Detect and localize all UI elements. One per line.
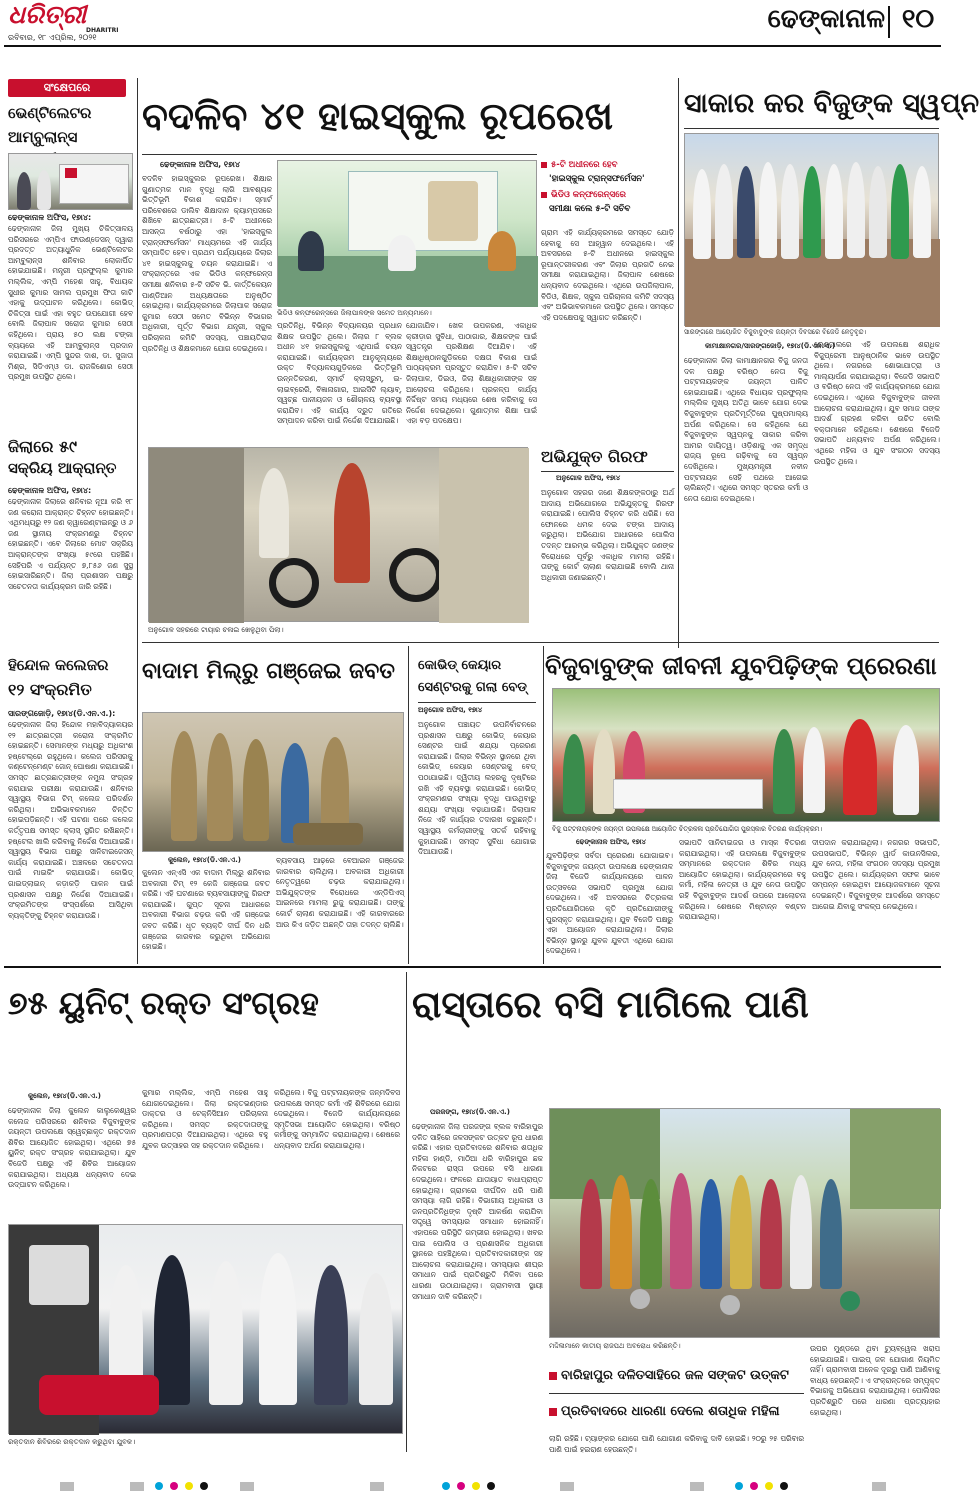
lead-deck <box>541 160 674 222</box>
print-dot-cyan-2 <box>442 1482 450 1490</box>
blood-dateline: କୁଲେନ, ୧୭ା୪(ଡି.ଏନ.ଏ.) <box>28 1092 101 1100</box>
biju-col-2: ସଭାପତି ସାନିଟାଇଜର ଓ ମାସ୍କ ବିତରଣ କରାଯାଇଥିଲା। ଏହି ଉପଲକ୍ଷେ ବିଜୁବାବୁଙ୍କ ସମ୍ମାନରେ ରକ୍ତଦାନ ଶିବିର ମଧ୍ୟ ଆୟୋଜିତ ହୋଇଥିଲା। କାର୍ଯ୍ୟକ୍ରମରେ ବହୁ କର୍ମୀ, ମହିଳା ନେତ୍ରୀ ଓ ଯୁବ ନେତା ଉପସ୍ଥିତ ରହି ବିଜୁବାବୁଙ୍କ ଆଦର୍ଶ ଉପରେ ଆଲୋଚନା କରିଥିଲେ। ଶେଷରେ ମିଷ୍ଟାନ୍ନ ବଣ୍ଟନ କରାଯାଇଥିଲା। <box>679 838 806 922</box>
print-dot-black-3 <box>780 1482 788 1490</box>
print-bar-3 <box>240 1482 254 1491</box>
lead-col-1: ବଦଳିବ ହାଇସ୍କୁଲର ରୂପରେଖ। ଶିକ୍ଷାର ଗୁଣାତ୍ମକ ମାନ ବୃଦ୍ଧି ଲାଗି ଆବଶ୍ୟକ ଭିତ୍ତିଭୂମି ବିକାଶ କରାଯିବ। ସ୍ମାର୍ଟ ପରିବେଶରେ ଡାଲିବ ଶିକ୍ଷାଦାନ କ୍ୟାମ୍ପସରେ ଶିଖିବେ ଛାତ୍ରଛାତ୍ରୀ। ୫-ଟି ଅଧୀନରେ ଆସନ୍ତା ବର୍ଷଠାରୁ ଏହା 'ହାଇସ୍କୁଲ ଟ୍ରାନ୍ସଫର୍ମେସନ' ମାଧ୍ୟମରେ ଏହି ଜାର୍ଯ୍ୟ ସମ୍ପାଦିତ ହେବ। ପ୍ରଥମ ପର୍ଯ୍ୟାୟରେ ଜିଲାର ୪୧ ହାଇସ୍କୁଲକୁ ଚୟନ କରାଯାଇଛି। ଏ ସଂକ୍ରାନ୍ତରେ ଏକ ଭିଡିଓ କନ୍‌ଫରେନ୍ସ ସମୀକ୍ଷା ଶନିବାର ୫-ଟି ସଚିବ ଭି. କାର୍ତ୍ତିକେୟନ ପାଣ୍ଡିଆନ ଅଧ୍ୟକ୍ଷତାରେ ଅନୁଷ୍ଠିତ ହୋଇଥିଲା। କାର୍ଯ୍ୟକ୍ରମରେ ଜିଲାପାଳ ସରୋଜ କୁମାର ସେଠୀ ସମେତ ବିଭିନ୍ନ ବିଭାଗର ଅଧିକାରୀ, ପୂର୍ତ୍ତ ବିଭାଗ ଯନ୍ତ୍ରୀ, ସ୍କୁଲ ପରିଚାଳନା କମିଟି ସଦସ୍ୟ, ପଞ୍ଚାୟତିରାଜ ପ୍ରତିନିଧି ଓ ଶିକ୍ଷକମାନେ ଯୋଗ ଦେଇଥିଲେ। <box>142 174 272 353</box>
water-deck-1-text: ବାରିହାପୁର ଦଳିତସାହିରେ ଜଳ ସଙ୍କଟ ଉତ୍କଟ <box>561 1368 789 1383</box>
lead-headline-rule <box>142 154 537 155</box>
covid-rule <box>418 702 536 703</box>
print-dot-cyan <box>155 1482 163 1490</box>
ganja-body-2: ବ୍ୟବସାୟ ଆଢ଼ରେ ବେଆଇନ ଗଞ୍ଜେଇ କାରବାର ଚାଲିଥିଲା। ଅବକାରୀ ଅଧିକାରୀ ନେତୃତ୍ୱରେ ଚଢ଼ଉ କରାଯାଇଥିଲା। ଅଭିଯୁକ୍ତଙ୍କ ବିରୋଧରେ ଏନ୍‌ଡିପିଏସ୍ ଆଇନରେ ମାମଲା ରୁଜୁ କରାଯାଇଛି। ତାଙ୍କୁ କୋର୍ଟ ଚାଲାଣ କରାଯାଇଛି। ଏହି କାରବାରରେ ଆଉ କିଏ ଜଡ଼ିତ ଅଛନ୍ତି ତାହା ତଦନ୍ତ ଚାଲିଛି। <box>276 856 404 929</box>
lead-photo <box>277 160 537 306</box>
right-top-body-1: ଢେଙ୍କାନାଳ ଜିଲା କାମାକ୍ଷାନଗର ବିଜୁ ଜନତା ଦଳ ପକ୍ଷରୁ ବରିଷ୍ଠ ନେତା ବିଜୁ ପଟ୍ଟନାୟକଙ୍କ ଜୟନ୍ତୀ ପାଳିତ ହୋଇଯାଇଛି। ଏଥିରେ ବିଧାୟକ ପ୍ରଫୁଲ୍ଲ ମଲ୍ଲିକ ମୁଖ୍ୟ ଅତିଥି ଭାବେ ଯୋଗ ଦେଇ ବିଜୁବାବୁଙ୍କ ପ୍ରତିମୂର୍ତ୍ତିରେ ପୁଷ୍ପମାଲ୍ୟ ଅର୍ପଣ କରିଥିଲେ। ସେ କହିଥିଲେ ଯେ ବିଜୁବାବୁଙ୍କ ସ୍ୱପ୍ନକୁ ସାକାର କରିବା ଆମର ଦାୟିତ୍ୱ। ଓଡ଼ିଶାକୁ ଏକ ସମୃଦ୍ଧ ରାଜ୍ୟ ରୂପେ ଗଢ଼ିବାକୁ ସେ ସ୍ୱପ୍ନ ଦେଖିଥିଲେ। ମୁଖ୍ୟମନ୍ତ୍ରୀ ନବୀନ ପଟ୍ଟନାୟକ ସେହି ପଥରେ ଆଗେଇ ଚାଲିଛନ୍ତି। ଏଥିରେ ସମସ୍ତ ସ୍ତରର କର୍ମୀ ଓ ନେତା ଯୋଗ ଦେଇଥିଲେ। <box>684 356 808 503</box>
print-bar-7 <box>872 1482 886 1491</box>
lead-col-4: ଗ୍ରାମ ଏହି କାର୍ଯ୍ୟକ୍ରମରେ ସମସ୍ତେ ଯୋଡ଼ି ହେବାକୁ ସେ ଆହ୍ୱାନ ଦେଇଥିଲେ। ଏହି ଅବସରରେ ୫-ଟି ଅଧୀନରେ ହାଇସ୍କୁଲ ରୂପାନ୍ତରୀକରଣ ଏବଂ ଜିଲାର ପ୍ରଗତି ନେଇ ସମୀକ୍ଷା କରାଯାଇଥିଲା। ଜିଲାପାଳ ଶେଷରେ ଧନ୍ୟବାଦ ଦେଇଥିଲେ। ଏଥିରେ ଉପଜିଲାପାଳ, ବିଡିଓ, ଶିକ୍ଷକ, ସ୍କୁଲ ପରିଚାଳନା କମିଟି ସଦସ୍ୟ ଏବଂ ଅଭିଭାବକମାନେ ଉପସ୍ଥିତ ଥିଲେ। ସମସ୍ତେ ଏହି ପଦକ୍ଷେପକୁ ସ୍ୱାଗତ କରିଛନ୍ତି। <box>541 228 674 322</box>
arrest-dateline: ଅନୁଗୋଳ ଅଫିସ, ୧୭ା୪ <box>556 474 621 482</box>
print-bar-5 <box>560 1482 574 1491</box>
blood-headline: ୭୫ ୟୁନିଟ୍ ରକ୍ତ ସଂଗ୍ରହ <box>8 984 319 1022</box>
brief-column-rule <box>137 78 138 964</box>
covid-dateline: ଅନୁଗୋଳ ଅଫିସ, ୧୭ା୪ <box>418 706 483 714</box>
brief-2-headline-2: ସକ୍ରିୟ ଆକ୍ରାନ୍ତ <box>8 459 117 477</box>
blood-right-rule <box>406 972 407 1452</box>
biju-left-rule <box>543 646 544 964</box>
print-bar-2 <box>130 1482 144 1491</box>
lead-deck-1 <box>541 160 674 172</box>
masthead-rule <box>4 45 941 47</box>
brief-1-body: ଢେଙ୍କାନାଳ ଜିଲା ମୁଖ୍ୟ ଚିକିତ୍ସାଳୟ ପରିସରରେ ଏମ୍‌ପିଏ ଫାଉଣ୍ଡେସନ୍ ଦ୍ୱାରା ପ୍ରଦତ୍ତ ଅତ୍ୟାଧୁନିକ ଭେଣ୍ଟିଲେଟର ଆମ୍ବୁଲାନ୍ସ ଶନିବାର ଲୋକାର୍ପିତ ହୋଇଯାଇଛି। ମନ୍ତ୍ରୀ ପ୍ରଫୁଲ୍ଲ କୁମାର ମଲ୍ଲିକ, ଏମ୍‌ପି ମହେଶ ସାହୁ, ବିଧାୟକ ସୁଧୀର କୁମାର ସାମଲ ପ୍ରମୁଖ ଫିତା କାଟି ଏହାକୁ ଉଦ୍‌ଘାଟନ କରିଥିଲେ। କୋଭିଡ୍ ଚିକିତ୍ସା ପାଇଁ ଏହା ବହୁତ ଉପଯୋଗୀ ହେବ ବୋଲି ଜିଲାପାଳ ସରୋଜ କୁମାର ସେଠୀ କହିଥିଲେ। ପ୍ରାୟ ୫୦ ଲକ୍ଷ ଟଙ୍କା ବ୍ୟୟରେ ଏହି ଆମ୍ବୁଲାନ୍ସ ପ୍ରଦାନ କରାଯାଇଛି। ଏମ୍‌ପି ସୁନ୍ଦର ଦାଶ, ଡା. ସୁଜାତା ମିଶ୍ର, ସିଡିଏମ୍‌ଓ ଡା. ରାଜକିଶୋର ସେଠୀ ପ୍ରମୁଖ ଉପସ୍ଥିତ ଥିଲେ। <box>8 224 133 382</box>
water-deck-2-text: ପ୍ରତିବାଦରେ ଧାରଣା ଦେଲେ ଶତାଧିକ ମହିଳା <box>561 1404 780 1419</box>
ganja-body-1: କୁଲେନ ଏନ୍‌ଏସି ଏକ ବାଦାମ ମିଲ୍‌ରୁ ଶନିବାର ଅବକାରୀ ଟିମ୍ ୧୨ କେଜି ଗଞ୍ଜେଇ ଜବତ କରିଛି। ଏହି ଘଟଣାରେ ବ୍ୟବସାୟୀଙ୍କୁ ଗିରଫ କରାଯାଇଛି। ଗୁପ୍ତ ସୂଚନା ଆଧାରରେ ଅବକାରୀ ବିଭାଗ ଚଢ଼ଉ କରି ଏହି ଗଞ୍ଜେଇ ଜବତ କରିଛି। ଧୃତ ବ୍ୟକ୍ତି ଦୀର୍ଘ ଦିନ ଧରି ଗଞ୍ଜେଇ କାରବାର କରୁଥିବା ଅଭିଯୋଗ ହୋଇଛି। <box>142 868 270 952</box>
blood-col-3: କରିଥିଲେ। ବିଜୁ ପଟ୍ଟନାୟକଙ୍କ ଜନ୍ମଦିବସ ଉପଲକ୍ଷେ ସମସ୍ତ କର୍ମୀ ଏହି ଶିବିରରେ ଯୋଗ ଦେଇଥିଲେ। ବିଜେଡି କାର୍ଯ୍ୟାଳୟରେ ସ୍ମୃତିସଭା ଆୟୋଜିତ ହୋଇଥିଲା। ବରିଷ୍ଠ କର୍ମୀଙ୍କୁ ସମ୍ମାନିତ କରାଯାଇଥିଲା। ଶେଷରେ ଧନ୍ୟବାଦ ଅର୍ପଣ କରାଯାଇଥିଲା। <box>274 1088 400 1150</box>
lead-col-2: ପ୍ରତିନିଧି, ବିଭିନ୍ନ ବିଦ୍ୟାଳୟର ପ୍ରଧାନ ଶିକ୍ଷକ ଉପସ୍ଥିତ ଥିଲେ। ଜିଲାର ୮ ବ୍ଲକ ଅଧୀନ ୪୧ ହାଇସ୍କୁଲକୁ ଏଥିପାଇଁ ଚୟନ କରାଯାଇଛି। କାର୍ଯ୍ୟକ୍ରମ ଆନୁକୂଲ୍ୟରେ ଉକ୍ତ ବିଦ୍ୟାଳୟଗୁଡ଼ିକରେ ଭିତ୍ତିଭୂମି ଉନ୍ନତିକରଣ, ସ୍ମାର୍ଟ କ୍ଲାସ୍‌ରୁମ୍, ଇ-ଲାଇବ୍ରେରି, ବିଜ୍ଞାନାଗାର, ଆଇସିଟି ଲ୍ୟାବ୍, ସ୍ୱଚ୍ଛ ପାନୀୟଜଳ ଓ ଶୌଚାଳୟ ବ୍ୟବସ୍ଥା କରାଯିବ। ଏହି କାର୍ଯ୍ୟ ଦ୍ରୁତ ଗତିରେ ସମ୍ପାଦନ କରିବା ପାଇଁ ନିର୍ଦ୍ଦେଶ ଦିଆଯାଇଛି। <box>277 321 402 426</box>
blood-col-2: କୁମାର ମଲ୍ଲିକ, ଏମ୍‌ପି ମହେଶ ସାହୁ ଯୋଗଦେଇଥିଲେ। ଜିଲା ରକ୍ତଭଣ୍ଡାର ଡାକ୍ତର ଓ ଟେକ୍ନିସିଆନ ପରିଚାଳନା କରିଥିଲେ। ସମସ୍ତ ରକ୍ତଦାତାଙ୍କୁ ପ୍ରମାଣପତ୍ର ଦିଆଯାଇଥିଲା। ଏଥିରେ ବହୁ ଯୁବକ ଉତ୍ସାହର ସହ ରକ୍ତଦାନ କରିଥିଲେ। <box>142 1088 268 1150</box>
covid-headline-1: କୋଭିଡ୍ କେୟାର <box>418 658 502 673</box>
brief-3-headline-1: ହିନ୍ଦୋଳ କଲେଜର <box>8 656 109 674</box>
water-dateline: ପରଜଙ୍ଗ, ୧୭ା୪(ଡି.ଏନ.ଏ.) <box>430 1108 510 1116</box>
biju-col-3: ଦୀପଦାନ କରାଯାଇଥିଲା। ନଗରର ସଭାପତି, ଉପସଭାପତି, ବିଭିନ୍ନ ୱାର୍ଡ କାଉନସିଲର, ଯୁବ ନେତା, ମହିଳା ସଂଗଠନ ସଦସ୍ୟା ପ୍ରମୁଖ ଉପସ୍ଥିତ ଥିଲେ। କାର୍ଯ୍ୟକ୍ରମ ସଫଳ ଭାବେ ସମ୍ପନ୍ନ ହୋଇଥିବା ଆୟୋଜକମାନେ ସୂଚନା ଦେଇଛନ୍ତି। ବିଜୁବାବୁଙ୍କ ଆଦର୍ଶରେ ସମସ୍ତେ ଆଗେଇ ଯିବାକୁ ସଂକଳ୍ପ ନେଇଥିଲେ। <box>812 838 940 911</box>
covid-body: ଅନୁଗୋଳ ପଞ୍ଚାୟତ ଉପନିର୍ବାଚନରେ ପ୍ରଶାସନ ପକ୍ଷରୁ କୋଭିଡ୍ କେୟାର ସେଣ୍ଟର ପାଇଁ ଶଯ୍ୟା ପ୍ରେରଣ କରାଯାଇଛି। ଜିଲାର ବିଭିନ୍ନ ସ୍ଥାନରେ ଥିବା କୋଭିଡ୍ କେୟାର ସେଣ୍ଟରକୁ ବେଡ୍ ପଠାଯାଇଛି। ଦ୍ୱିତୀୟ ଲହରକୁ ଦୃଷ୍ଟିରେ ରଖି ଏହି ବ୍ୟବସ୍ଥା କରାଯାଇଛି। କୋଭିଡ୍ ସଂକ୍ରମଣର ସଂଖ୍ୟା ବୃଦ୍ଧି ପାଉଥିବାରୁ ଶଯ୍ୟା ସଂଖ୍ୟା ବଢ଼ାଯାଉଛି। ଜିଲାପାଳ ନିଜେ ଏହି କାର୍ଯ୍ୟର ତଦାରଖ କରୁଛନ୍ତି। ସ୍ୱାସ୍ଥ୍ୟ କର୍ମଚାରୀଙ୍କୁ ସତର୍କ ରହିବାକୁ କୁହାଯାଇଛି। ସମସ୍ତ ସୁବିଧା ଯୋଗାଇ ଦିଆଯାଉଛି। <box>418 720 536 857</box>
lead-col-3: ଯୋଜାଯିବ। ଖେଳ ଉପକରଣ, ଏକାଧିକ କ୍ରୀଡ଼ାର ସୁବିଧା, ପାଠାଗାର, ଶିକ୍ଷକଙ୍କ ପାଇଁ ସ୍ୱତନ୍ତ୍ର ପ୍ରଶିକ୍ଷଣ ଦିଆଯିବ। ଏହି ଶିକ୍ଷାଧିଷ୍ଠାନଗୁଡ଼ିକରେ ଦକ୍ଷତା ବିକାଶ ପାଇଁ ପାଠ୍ୟକ୍ରମ ପ୍ରସ୍ତୁତ କରାଯିବ। ୫-ଟି ସଚିବ ଜିଲାପାଳ, ଡିଇଓ, ଜିଲା ଶିକ୍ଷାଧିକାରୀଙ୍କ ସହ ଆଲୋଚନା କରିଥିଲେ। ପ୍ରକଳ୍ପ କାର୍ଯ୍ୟ ନିର୍ଦ୍ଦିଷ୍ଟ ସମୟ ମଧ୍ୟରେ ଶେଷ କରିବାକୁ ସେ ନିର୍ଦ୍ଦେଶ ଦେଇଥିଲେ। ଗୁଣାତ୍ମକ ଶିକ୍ଷା ପାଇଁ ଏହା ବଡ଼ ପଦକ୍ଷେପ। <box>406 321 537 426</box>
print-dot-yellow <box>185 1482 193 1490</box>
right-top-photo <box>684 133 939 326</box>
ganja-photo-caption: କୁଲେନ, ୧୭ା୪(ଡି.ଏନ.ଏ.) <box>168 856 241 864</box>
biju-photo <box>552 688 940 822</box>
right-top-photo-caption: ସାରଙ୍ଗରେ ଆୟୋଜିତ ବିଜୁବାବୁଙ୍କ ଜୟନ୍ତୀ ଦିବସରେ ବିଜେଡି ନେତୃବୃନ୍ଦ। <box>684 328 867 336</box>
biju-photo-caption: ବିଜୁ ପଟ୍ଟନାୟକଙ୍କ ଜୟନ୍ତୀ ଉପଲକ୍ଷେ ଆୟୋଜିତ ଚିତ୍ରକଳା ପ୍ରତିଯୋଗିତା ପୁରସ୍କାର ବିତରଣ କାର୍ଯ୍ୟକ୍ରମ। <box>552 825 823 833</box>
water-deck <box>549 1360 804 1440</box>
water-photo <box>549 1108 940 1338</box>
water-col-2: ଉପର ମୁଣ୍ଡରେ ଥିବା ଟ୍ୟୁବ୍‌ୱେଲ ଖରାପ ହୋଇଯାଇଛି। ପାଇପ୍ ଜଳ ଯୋଗାଣ ନିୟମିତ ନାହିଁ। ଗ୍ରାମବାସୀ ଅନେକ ଦୂରରୁ ପାଣି ଆଣିବାକୁ ବାଧ୍ୟ ହେଉଛନ୍ତି। ଏ ସଂକ୍ରାନ୍ତରେ ସମ୍ପୃକ୍ତ ବିଭାଗକୁ ଅଭିଯୋଗ କରାଯାଇଥିଲା। ପୋଲିସର ପ୍ରତିଶ୍ରୁତି ପରେ ଧାରଣା ପ୍ରତ୍ୟାହାର ହୋଇଥିଲା। <box>810 1344 940 1417</box>
lead-deck-1b: 'ହାଇସ୍କୁଲ ଟ୍ରାନ୍ସଫର୍ମେସନ' <box>549 174 645 184</box>
print-dot-yellow-3 <box>765 1482 773 1490</box>
lead-right-rule <box>678 78 679 648</box>
lead-headline: ବଦଳିବ ୪୧ ହାଇସ୍କୁଲ ରୂପରେଖ <box>142 94 614 138</box>
water-col-3: ଲାଗି ରହିଛି। ଟ୍ୟାଙ୍କର ଯୋଗେ ପାଣି ଯୋଗାଣ କରିବାକୁ ଦାବି ହୋଇଛି। ୨୦ରୁ ୨୫ ପରିବାର ପାଣି ପାଇଁ ହଇରାଣ ହେଉଛନ୍ତି। <box>549 1434 804 1454</box>
street-photo <box>148 447 528 622</box>
brief-3-headline-2: ୧୨ ସଂକ୍ରମିତ <box>8 680 92 699</box>
brief-3-body: ଢେଙ୍କାନାଳ ଜିଲା ହିନ୍ଦୋଳ ମହାବିଦ୍ୟାଳୟର ୧୨ ଛାତ୍ରଛାତ୍ରୀ କରୋନା ସଂକ୍ରମିତ ହୋଇଛନ୍ତି। ସେମାନଙ୍କ ମଧ୍ୟରୁ ଅଧିକାଂଶ ହଷ୍ଟେଲ୍‌ରେ ରହୁଥିଲେ। କଲେଜ ପରିସରକୁ କଣ୍ଟେନ୍‌ମେଣ୍ଟ ଜୋନ୍ ଘୋଷଣା କରାଯାଇଛି। ସମସ୍ତ ଛାତ୍ରଛାତ୍ରୀଙ୍କ ନମୁନା ସଂଗ୍ରହ କରାଯାଇ ପରୀକ୍ଷା କରାଯାଉଛି। ଶନିବାର ସ୍ୱାସ୍ଥ୍ୟ ବିଭାଗ ଟିମ୍ କଲେଜ ପରିଦର୍ଶନ କରିଥିଲା। ଅଭିଭାବକମାନେ ଚିନ୍ତିତ ହୋଇପଡ଼ିଛନ୍ତି। ଏହି ଘଟଣା ପରେ କଲେଜ କର୍ତ୍ତୃପକ୍ଷ ସମସ୍ତ କ୍ଲାସ୍ ସ୍ଥଗିତ ରଖିଛନ୍ତି। ହଷ୍ଟେଲ ଖାଲି କରିବାକୁ ନିର୍ଦ୍ଦେଶ ଦିଆଯାଇଛି। ସ୍ୱାସ୍ଥ୍ୟ ବିଭାଗ ପକ୍ଷରୁ ସାନିଟାଇଜେସନ୍ କାର୍ଯ୍ୟ କରାଯାଇଛି। ଅଞ୍ଚଳରେ ସଚେତନତା ପାଇଁ ମାଇକିଂ କରାଯାଉଛି। କୋଭିଡ୍ ଗାଇଡ୍‌ଲାଇନ୍ କଡ଼ାକଡ଼ି ପାଳନ ପାଇଁ ପ୍ରଶାସନ ପକ୍ଷରୁ ନିର୍ଦ୍ଦେଶ ଦିଆଯାଇଛି। ସଂକ୍ରମିତଙ୍କ ସଂସ୍ପର୍ଶରେ ଆସିଥିବା ବ୍ୟକ୍ତିଙ୍କୁ ଚିହ୍ନଟ କରାଯାଉଛି। <box>8 720 133 920</box>
biju-headline: ବିଜୁବାବୁଙ୍କ ଜୀବନୀ ଯୁବପିଢ଼ିଙ୍କ ପ୍ରେରଣା <box>545 652 937 680</box>
lead-deck-2 <box>541 190 674 202</box>
lead-dateline: ଢେଙ୍କାନାଳ ଅଫିସ, ୧୭ା୪ <box>160 160 240 169</box>
print-dot-cyan-3 <box>735 1482 743 1490</box>
biju-col-1: ଯୁବପିଢ଼ିଙ୍କ ସର୍ବଦା ପ୍ରେରଣା ଯୋଗାଇବ। ବିଜୁବାବୁଙ୍କ ଜୟନ୍ତୀ ଉପଲକ୍ଷେ ଢେଙ୍କାନାଳ ଜିଲା ବିଜେଡି କାର୍ଯ୍ୟାଳୟରେ ପାଳନ ଉତ୍ସବରେ ସଭାପତି ପ୍ରମୁଖ ଯୋଗ ଦେଇଥିଲେ। ଏହି ଅବସରରେ ଚିତ୍ରକଳା ପ୍ରତିଯୋଗିତାରେ କୃତି ପ୍ରତିଯୋଗୀଙ୍କୁ ପୁରସ୍କୃତ କରାଯାଇଥିଲା। ଯୁବ ବିଜେଡି ପକ୍ଷରୁ ଏହା ଆୟୋଜନ କରାଯାଇଥିଲା। ଜିଲାର ବିଭିନ୍ନ ସ୍ଥାନରୁ ଯୁବକ ଯୁବତୀ ଏଥିରେ ଯୋଗ ଦେଇଥିଲେ। <box>546 851 673 956</box>
print-bar-6 <box>690 1482 704 1491</box>
print-dot-yellow-2 <box>472 1482 480 1490</box>
lower-rule <box>4 966 941 968</box>
brief-2-body: ଢେଙ୍କାନାଳ ଜିଲାରେ ଶନିବାର ନୂଆ କରି ୧୮ ଜଣ କରୋନା ଆକ୍ରାନ୍ତ ଚିହ୍ନଟ ହୋଇଛନ୍ତି। ଏଥିମଧ୍ୟରୁ ୧୨ ଜଣ କ୍ୱାରେଣ୍ଟାଇନ୍‌ରୁ ଓ ୬ ଜଣ ସ୍ଥାନୀୟ ସଂକ୍ରମଣରୁ ଚିହ୍ନଟ ହୋଇଛନ୍ତି। ଏବେ ଜିଲାରେ ମୋଟ ସକ୍ରିୟ ଆକ୍ରାନ୍ତଙ୍କ ସଂଖ୍ୟା ୫୯ରେ ପହଞ୍ଚିଛି। ସେହିପରି ଏ ପର୍ଯ୍ୟନ୍ତ ୭,୮୫୬ ଜଣ ସୁସ୍ଥ ହୋଇସାରିଛନ୍ତି। ଜିଲା ପ୍ରଶାସନ ପକ୍ଷରୁ ସଚେତନତା କାର୍ଯ୍ୟକ୍ରମ ଜାରି ରହିଛି। <box>8 497 133 591</box>
water-deck-1 <box>549 1364 804 1388</box>
covid-left-rule <box>408 646 409 964</box>
arrest-rule <box>541 471 674 472</box>
water-deck-rule <box>549 1393 804 1394</box>
lead-photo-caption: ଭିଡିଓ କନ୍‌ଫରେନ୍ସରେ ଜିଲାପାଳଙ୍କ ସମେତ ଅନ୍ୟମାନେ। <box>277 309 432 317</box>
biju-dateline: ଢେଙ୍କାନାଳ ଅଫିସ, ୧୭ା୪ <box>576 838 646 846</box>
ganja-photo <box>142 712 404 852</box>
section-name: ଢେଙ୍କାନାଳ <box>767 4 885 34</box>
arrest-headline: ଅଭିଯୁକ୍ତ ଗିରଫ <box>541 447 648 466</box>
masthead <box>0 0 945 44</box>
brief-label: ସଂକ୍ଷେପରେ <box>8 79 126 97</box>
brief-2-dateline: ଢେଙ୍କାନାଳ ଅଫିସ, ୧୭ା୪: <box>8 486 92 495</box>
ganja-headline: ବାଦାମ ମିଲ୍‌ରୁ ଗଞ୍ଜେଇ ଜବତ <box>142 659 395 684</box>
blood-col-1: ଢେଙ୍କାନାଳ ଜିଲା କୁଲେନ କାଲୁକେଶ୍ୱର କଲେଜ ପରିସରରେ ଶନିବାର ବିଜୁବାବୁଙ୍କ ଜୟନ୍ତୀ ଉପଲକ୍ଷେ ସ୍ୱେଚ୍ଛାକୃତ ରକ୍ତଦାନ ଶିବିର ଆୟୋଜିତ ହୋଇଥିଲା। ଏଥିରେ ୭୫ ୟୁନିଟ୍ ରକ୍ତ ସଂଗ୍ରହ କରାଯାଇଥିଲା। ଯୁବ ବିଜେଡି ପକ୍ଷରୁ ଏହି ଶିବିର ଆୟୋଜନ କରାଯାଇଥିଲା। ଅଧ୍ୟକ୍ଷ ଧନ୍ୟବାଦ ଦେଇ ଉଦ୍‌ଘାଟନ କରିଥିଲେ। <box>8 1106 136 1190</box>
brief-1-headline: ଭେଣ୍ଟିଲେଟର ଆମ୍ବୁଲାନ୍ସ <box>8 104 92 146</box>
page-number: ୧୦ <box>901 4 935 34</box>
water-photo-caption: ମଦ୍ଦିଳାମାନେ କାତୀୟ ରାଜପଥ ଅବରୋଧ କରିଛନ୍ତି। <box>549 1342 681 1350</box>
print-bar-4 <box>370 1482 384 1491</box>
masthead-logo-sub: DHARITRI <box>86 27 119 34</box>
brief-1-dateline: ଢେଙ୍କାନାଳ ଅଫିସ, ୧୭ା୪: <box>8 213 92 222</box>
lead-deck-2b: ସମୀକ୍ଷା କଲେ ୫-ଟି ସଚିବ <box>549 204 631 214</box>
brief-2-headline-1: ଜିଲାରେ ୫୯ <box>8 437 77 456</box>
brief-1-photo <box>8 153 133 210</box>
print-bar-1 <box>60 1482 74 1491</box>
masthead-date: ରବିବାର, ୧୮ ଏପ୍ରିଲ, ୨୦୨୧ <box>8 33 97 42</box>
blood-photo-caption: ରକ୍ତଦାନ ଶିବିରରେ ରକ୍ତଦାନ କରୁଥିବା ଯୁବକ। <box>8 1438 136 1446</box>
print-dot-magenta-3 <box>750 1482 758 1490</box>
lead-deck-1-text: ୫-ଟି ଅଧୀନରେ ହେବ <box>551 160 618 170</box>
print-dot-black-2 <box>487 1482 495 1490</box>
water-deck-2 <box>549 1400 804 1424</box>
brief-3-dateline: ସାରଙ୍ଗଜୋଡ଼ି, ୧୭ା୪(ଡି.ଏନ.ଏ.): <box>8 709 116 718</box>
lead-deck-2-text: ଭିଡିଓ କନ୍‌ଫରେନ୍ସରେ <box>551 190 626 200</box>
right-top-rule <box>684 128 939 129</box>
blood-photo <box>8 1224 403 1434</box>
masthead-divider <box>888 6 890 38</box>
street-photo-caption: ଅନୁଗୋଳ ସହରରେ ଟାୟାର ଚଳାଇ ଖେଳୁଥିବା ପିଲା। <box>148 626 284 634</box>
right-top-body-2: ରେଣ୍ଟାଲରେ ଏହି ଉପଲକ୍ଷେ ଶରାଧିକ ବିଜୁପ୍ରେମୀ ଆନୁଷ୍ଠାନିକ ଭାବେ ଉପସ୍ଥିତ ଥିଲେ। ନଗରରେ ଶୋଭାଯାତ୍ରା ଓ ମାଲ୍ୟାର୍ପଣ କରାଯାଇଥିଲା। ବିଜେଡି ସଭାପତି ଓ ବରିଷ୍ଠ ନେତା ଏହି କାର୍ଯ୍ୟକ୍ରମରେ ଯୋଗ ଦେଇଥିଲେ। ଏଥିରେ ବିଜୁବାବୁଙ୍କ ଜୀବନୀ ଆଲୋଚନା କରାଯାଇଥିଲା। ଯୁବ ସମାଜ ତାଙ୍କ ଆଦର୍ଶ ଗ୍ରହଣ କରିବା ଉଚିତ ବୋଲି ବକ୍ତାମାନେ କହିଥିଲେ। ଶେଷରେ ବିଜେଡି ସଭାପତି ଧନ୍ୟବାଦ ଅର୍ପଣ କରିଥିଲେ। ଏଥିରେ ମହିଳା ଓ ଯୁବ ସଂଗଠନ ସଦସ୍ୟ ଉପସ୍ଥିତ ଥିଲେ। <box>814 340 940 466</box>
print-dot-magenta-2 <box>457 1482 465 1490</box>
print-dot-magenta <box>170 1482 178 1490</box>
right-top-dateline: କାମାକ୍ଷାନଗର/ସାରଙ୍ଗଜୋଡ଼ି, ୧୭ା୪(ଡି.ଏନ.ଏ.) <box>705 342 836 350</box>
masthead-logo: ଧରିତ୍ରୀ <box>8 0 87 29</box>
covid-headline-2: ସେଣ୍ଟରକୁ ଗଲା ବେଡ୍ <box>418 680 527 695</box>
print-dot-black <box>200 1482 208 1490</box>
water-headline: ରାସ୍ତାରେ ବସି ମାଗିଲେ ପାଣି <box>412 983 809 1026</box>
arrest-body: ଅନୁଗୋଳ ସହରର ଜଣେ ଶିକ୍ଷକଙ୍କଠାରୁ ଅର୍ଥ ଆଦାୟ ଅଭିଯୋଗରେ ଅଭିଯୁକ୍ତକୁ ଗିରଫ କରାଯାଇଛି। ପୋଲିସ ଚିହ୍ନଟ କରି ଧରିଛି। ସେ ଫୋନରେ ଧମକ ଦେଇ ଟଙ୍କା ଆଦାୟ କରୁଥିଲା। ଅଭିଯୋଗ ଆଧାରରେ ପୋଲିସ ତଦନ୍ତ ଆରମ୍ଭ କରିଥିଲା। ଅଭିଯୁକ୍ତ ଜଣଙ୍କ ବିରୋଧରେ ପୂର୍ବରୁ ଏକାଧିକ ମାମଲା ରହିଛି। ତାଙ୍କୁ କୋର୍ଟ ଚାଲାଣ କରାଯାଇଛି ବୋଲି ଥାନା ଅଧିକାରୀ ଜଣାଇଛନ୍ତି। <box>541 488 674 582</box>
water-col-1: ଢେଙ୍କାନାଳ ଜିଲା ପରଜଙ୍ଗ ବ୍ଲକ ବାରିହାପୁର ଦଳିତ ସାହିରେ ଜଳସଙ୍କଟ ଉତ୍କଟ ରୂପ ଧାରଣ କରିଛି। ଏହାର ପ୍ରତିବାଦରେ ଶନିବାର ଶତାଧିକ ମହିଳା ହାଣ୍ଡି, ମାଠିଆ ଧରି ବାରିହାପୁର ଛକ ନିକଟରେ ରାସ୍ତା ଉପରେ ବସି ଧାରଣା ଦେଇଥିଲେ। ଫଳରେ ଯାତାୟାତ ବାଧାପ୍ରାପ୍ତ ହୋଇଥିଲା। ଗ୍ରାମରେ ଦୀର୍ଘଦିନ ଧରି ପାଣି ସମସ୍ୟା ଲାଗି ରହିଛି। ବିଭାଗୀୟ ଅଧିକାରୀ ଓ ଜନପ୍ରତିନିଧିଙ୍କ ଦୃଷ୍ଟି ଆକର୍ଷଣ କରାଯିବା ସତ୍ତ୍ୱେ ସମସ୍ୟାର ସମାଧାନ ହୋଇନାହିଁ। ଏହାପରେ ପରିସ୍ଥିତି ଗମ୍ଭୀର ହୋଇଥିଲା। ଖବର ପାଇ ପୋଲିସ ଓ ପ୍ରଶାସନିକ ଅଧିକାରୀ ସ୍ଥାନରେ ପହଞ୍ଚିଥିଲେ। ପ୍ରତିବାଦକାରୀଙ୍କ ସହ ଆଲୋଚନା କରାଯାଇଥିଲା। ସମସ୍ୟାର ଶୀଘ୍ର ସମାଧାନ ପାଇଁ ପ୍ରତିଶ୍ରୁତି ମିଳିବା ପରେ ଧାରଣା ଉଠାଯାଇଥିଲା। ଗ୍ରାମବାସୀ ସ୍ଥାୟୀ ସମାଧାନ ଦାବି କରିଛନ୍ତି। <box>412 1122 543 1301</box>
right-top-headline: ସାକାର କର ବିଜୁଙ୍କ ସ୍ୱପ୍ନ <box>684 88 979 119</box>
covid-box <box>410 652 540 960</box>
mid-rule <box>142 642 939 643</box>
